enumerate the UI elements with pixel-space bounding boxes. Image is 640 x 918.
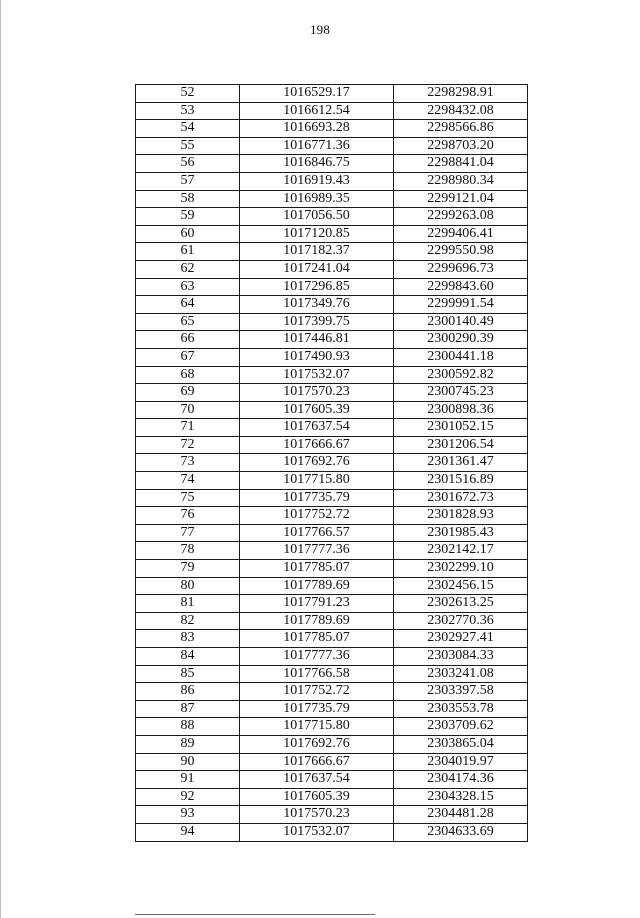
x-coordinate-cell: 1017446.81 bbox=[240, 331, 394, 349]
y-coordinate-cell: 2304019.97 bbox=[394, 753, 528, 771]
y-coordinate-cell: 2303865.04 bbox=[394, 735, 528, 753]
table-row bbox=[136, 823, 528, 841]
point-number-cell: 69 bbox=[136, 384, 240, 402]
table-row bbox=[136, 648, 528, 666]
point-number-cell: 81 bbox=[136, 595, 240, 613]
coordinates-table bbox=[135, 84, 528, 842]
x-coordinate-cell: 1017666.67 bbox=[240, 753, 394, 771]
x-coordinate-cell: 1017789.69 bbox=[240, 612, 394, 630]
point-number-cell: 91 bbox=[136, 771, 240, 789]
point-number-cell: 79 bbox=[136, 560, 240, 578]
y-coordinate-cell: 2302927.41 bbox=[394, 630, 528, 648]
x-coordinate-cell: 1017777.36 bbox=[240, 542, 394, 560]
table-row bbox=[136, 260, 528, 278]
x-coordinate-cell: 1017766.57 bbox=[240, 524, 394, 542]
y-coordinate-cell: 2300441.18 bbox=[394, 348, 528, 366]
y-coordinate-cell: 2300290.39 bbox=[394, 331, 528, 349]
point-number-cell: 87 bbox=[136, 700, 240, 718]
coordinates-table-body bbox=[136, 85, 528, 842]
point-number-cell: 61 bbox=[136, 243, 240, 261]
table-row bbox=[136, 436, 528, 454]
y-coordinate-cell: 2302770.36 bbox=[394, 612, 528, 630]
table-row bbox=[136, 102, 528, 120]
point-number-cell: 54 bbox=[136, 120, 240, 138]
table-row bbox=[136, 683, 528, 701]
point-number-cell: 76 bbox=[136, 507, 240, 525]
y-coordinate-cell: 2301985.43 bbox=[394, 524, 528, 542]
point-number-cell: 78 bbox=[136, 542, 240, 560]
y-coordinate-cell: 2304174.36 bbox=[394, 771, 528, 789]
table-row bbox=[136, 120, 528, 138]
table-row bbox=[136, 524, 528, 542]
point-number-cell: 75 bbox=[136, 489, 240, 507]
x-coordinate-cell: 1017791.23 bbox=[240, 595, 394, 613]
table-row bbox=[136, 278, 528, 296]
point-number-cell: 86 bbox=[136, 683, 240, 701]
point-number-cell: 68 bbox=[136, 366, 240, 384]
table-row bbox=[136, 507, 528, 525]
page-number: 198 bbox=[309, 22, 331, 37]
y-coordinate-cell: 2302456.15 bbox=[394, 577, 528, 595]
x-coordinate-cell: 1017752.72 bbox=[240, 507, 394, 525]
y-coordinate-cell: 2304328.15 bbox=[394, 788, 528, 806]
point-number-cell: 80 bbox=[136, 577, 240, 595]
y-coordinate-cell: 2300140.49 bbox=[394, 313, 528, 331]
x-coordinate-cell: 1017532.07 bbox=[240, 823, 394, 841]
x-coordinate-cell: 1017715.80 bbox=[240, 472, 394, 490]
y-coordinate-cell: 2302299.10 bbox=[394, 560, 528, 578]
point-number-cell: 83 bbox=[136, 630, 240, 648]
y-coordinate-cell: 2300745.23 bbox=[394, 384, 528, 402]
y-coordinate-cell: 2303553.78 bbox=[394, 700, 528, 718]
table-row bbox=[136, 384, 528, 402]
y-coordinate-cell: 2300898.36 bbox=[394, 401, 528, 419]
x-coordinate-cell: 1017692.76 bbox=[240, 735, 394, 753]
y-coordinate-cell: 2298432.08 bbox=[394, 102, 528, 120]
x-coordinate-cell: 1017056.50 bbox=[240, 208, 394, 226]
y-coordinate-cell: 2298566.86 bbox=[394, 120, 528, 138]
y-coordinate-cell: 2304481.28 bbox=[394, 806, 528, 824]
point-number-cell: 85 bbox=[136, 665, 240, 683]
y-coordinate-cell: 2301361.47 bbox=[394, 454, 528, 472]
x-coordinate-cell: 1017570.23 bbox=[240, 384, 394, 402]
y-coordinate-cell: 2301516.89 bbox=[394, 472, 528, 490]
table-row bbox=[136, 401, 528, 419]
table-row bbox=[136, 700, 528, 718]
point-number-cell: 93 bbox=[136, 806, 240, 824]
x-coordinate-cell: 1017766.58 bbox=[240, 665, 394, 683]
x-coordinate-cell: 1017349.76 bbox=[240, 296, 394, 314]
point-number-cell: 90 bbox=[136, 753, 240, 771]
table-row bbox=[136, 243, 528, 261]
point-number-cell: 55 bbox=[136, 137, 240, 155]
x-coordinate-cell: 1017735.79 bbox=[240, 489, 394, 507]
point-number-cell: 72 bbox=[136, 436, 240, 454]
table-row bbox=[136, 577, 528, 595]
x-coordinate-cell: 1017296.85 bbox=[240, 278, 394, 296]
table-row bbox=[136, 190, 528, 208]
y-coordinate-cell: 2299263.08 bbox=[394, 208, 528, 226]
table-row bbox=[136, 735, 528, 753]
y-coordinate-cell: 2299121.04 bbox=[394, 190, 528, 208]
x-coordinate-cell: 1017637.54 bbox=[240, 771, 394, 789]
point-number-cell: 73 bbox=[136, 454, 240, 472]
x-coordinate-cell: 1016919.43 bbox=[240, 172, 394, 190]
y-coordinate-cell: 2301672.73 bbox=[394, 489, 528, 507]
point-number-cell: 77 bbox=[136, 524, 240, 542]
point-number-cell: 70 bbox=[136, 401, 240, 419]
x-coordinate-cell: 1017605.39 bbox=[240, 401, 394, 419]
table-row bbox=[136, 542, 528, 560]
point-number-cell: 65 bbox=[136, 313, 240, 331]
y-coordinate-cell: 2299550.98 bbox=[394, 243, 528, 261]
point-number-cell: 53 bbox=[136, 102, 240, 120]
x-coordinate-cell: 1016771.36 bbox=[240, 137, 394, 155]
table-row bbox=[136, 155, 528, 173]
y-coordinate-cell: 2299843.60 bbox=[394, 278, 528, 296]
point-number-cell: 56 bbox=[136, 155, 240, 173]
x-coordinate-cell: 1017532.07 bbox=[240, 366, 394, 384]
table-row bbox=[136, 665, 528, 683]
x-coordinate-cell: 1017490.93 bbox=[240, 348, 394, 366]
y-coordinate-cell: 2302142.17 bbox=[394, 542, 528, 560]
point-number-cell: 63 bbox=[136, 278, 240, 296]
page-edge-rule bbox=[0, 0, 1, 918]
x-coordinate-cell: 1016846.75 bbox=[240, 155, 394, 173]
table-row bbox=[136, 718, 528, 736]
point-number-cell: 84 bbox=[136, 648, 240, 666]
y-coordinate-cell: 2301052.15 bbox=[394, 419, 528, 437]
x-coordinate-cell: 1017789.69 bbox=[240, 577, 394, 595]
point-number-cell: 62 bbox=[136, 260, 240, 278]
point-number-cell: 57 bbox=[136, 172, 240, 190]
point-number-cell: 82 bbox=[136, 612, 240, 630]
point-number-cell: 67 bbox=[136, 348, 240, 366]
point-number-cell: 66 bbox=[136, 331, 240, 349]
x-coordinate-cell: 1017637.54 bbox=[240, 419, 394, 437]
point-number-cell: 71 bbox=[136, 419, 240, 437]
x-coordinate-cell: 1016693.28 bbox=[240, 120, 394, 138]
y-coordinate-cell: 2298703.20 bbox=[394, 137, 528, 155]
x-coordinate-cell: 1017666.67 bbox=[240, 436, 394, 454]
y-coordinate-cell: 2300592.82 bbox=[394, 366, 528, 384]
y-coordinate-cell: 2299406.41 bbox=[394, 225, 528, 243]
table-row bbox=[136, 331, 528, 349]
y-coordinate-cell: 2299696.73 bbox=[394, 260, 528, 278]
x-coordinate-cell: 1017785.07 bbox=[240, 560, 394, 578]
y-coordinate-cell: 2303241.08 bbox=[394, 665, 528, 683]
table-row bbox=[136, 296, 528, 314]
y-coordinate-cell: 2298980.34 bbox=[394, 172, 528, 190]
table-row bbox=[136, 348, 528, 366]
table-row bbox=[136, 806, 528, 824]
x-coordinate-cell: 1017570.23 bbox=[240, 806, 394, 824]
x-coordinate-cell: 1017692.76 bbox=[240, 454, 394, 472]
table-row bbox=[136, 472, 528, 490]
point-number-cell: 58 bbox=[136, 190, 240, 208]
x-coordinate-cell: 1017182.37 bbox=[240, 243, 394, 261]
y-coordinate-cell: 2299991.54 bbox=[394, 296, 528, 314]
x-coordinate-cell: 1017777.36 bbox=[240, 648, 394, 666]
bottom-rule bbox=[135, 914, 375, 915]
point-number-cell: 88 bbox=[136, 718, 240, 736]
y-coordinate-cell: 2304633.69 bbox=[394, 823, 528, 841]
table-row bbox=[136, 630, 528, 648]
table-row bbox=[136, 137, 528, 155]
table-row bbox=[136, 313, 528, 331]
x-coordinate-cell: 1017605.39 bbox=[240, 788, 394, 806]
point-number-cell: 89 bbox=[136, 735, 240, 753]
x-coordinate-cell: 1017399.75 bbox=[240, 313, 394, 331]
y-coordinate-cell: 2303397.58 bbox=[394, 683, 528, 701]
x-coordinate-cell: 1016529.17 bbox=[240, 85, 394, 103]
table-row bbox=[136, 208, 528, 226]
point-number-cell: 94 bbox=[136, 823, 240, 841]
x-coordinate-cell: 1017715.80 bbox=[240, 718, 394, 736]
table-row bbox=[136, 85, 528, 103]
table-row bbox=[136, 612, 528, 630]
table-row bbox=[136, 595, 528, 613]
x-coordinate-cell: 1017120.85 bbox=[240, 225, 394, 243]
y-coordinate-cell: 2298298.91 bbox=[394, 85, 528, 103]
table-row bbox=[136, 172, 528, 190]
y-coordinate-cell: 2303084.33 bbox=[394, 648, 528, 666]
table-row bbox=[136, 454, 528, 472]
point-number-cell: 74 bbox=[136, 472, 240, 490]
table-row bbox=[136, 560, 528, 578]
y-coordinate-cell: 2302613.25 bbox=[394, 595, 528, 613]
x-coordinate-cell: 1017241.04 bbox=[240, 260, 394, 278]
point-number-cell: 92 bbox=[136, 788, 240, 806]
table-row bbox=[136, 419, 528, 437]
table-row bbox=[136, 753, 528, 771]
point-number-cell: 64 bbox=[136, 296, 240, 314]
y-coordinate-cell: 2301828.93 bbox=[394, 507, 528, 525]
table-row bbox=[136, 489, 528, 507]
table-row bbox=[136, 366, 528, 384]
point-number-cell: 52 bbox=[136, 85, 240, 103]
table-row bbox=[136, 225, 528, 243]
table-row bbox=[136, 771, 528, 789]
point-number-cell: 59 bbox=[136, 208, 240, 226]
point-number-cell: 60 bbox=[136, 225, 240, 243]
table-row bbox=[136, 788, 528, 806]
x-coordinate-cell: 1016612.54 bbox=[240, 102, 394, 120]
y-coordinate-cell: 2301206.54 bbox=[394, 436, 528, 454]
x-coordinate-cell: 1017785.07 bbox=[240, 630, 394, 648]
x-coordinate-cell: 1017752.72 bbox=[240, 683, 394, 701]
x-coordinate-cell: 1016989.35 bbox=[240, 190, 394, 208]
y-coordinate-cell: 2303709.62 bbox=[394, 718, 528, 736]
y-coordinate-cell: 2298841.04 bbox=[394, 155, 528, 173]
x-coordinate-cell: 1017735.79 bbox=[240, 700, 394, 718]
